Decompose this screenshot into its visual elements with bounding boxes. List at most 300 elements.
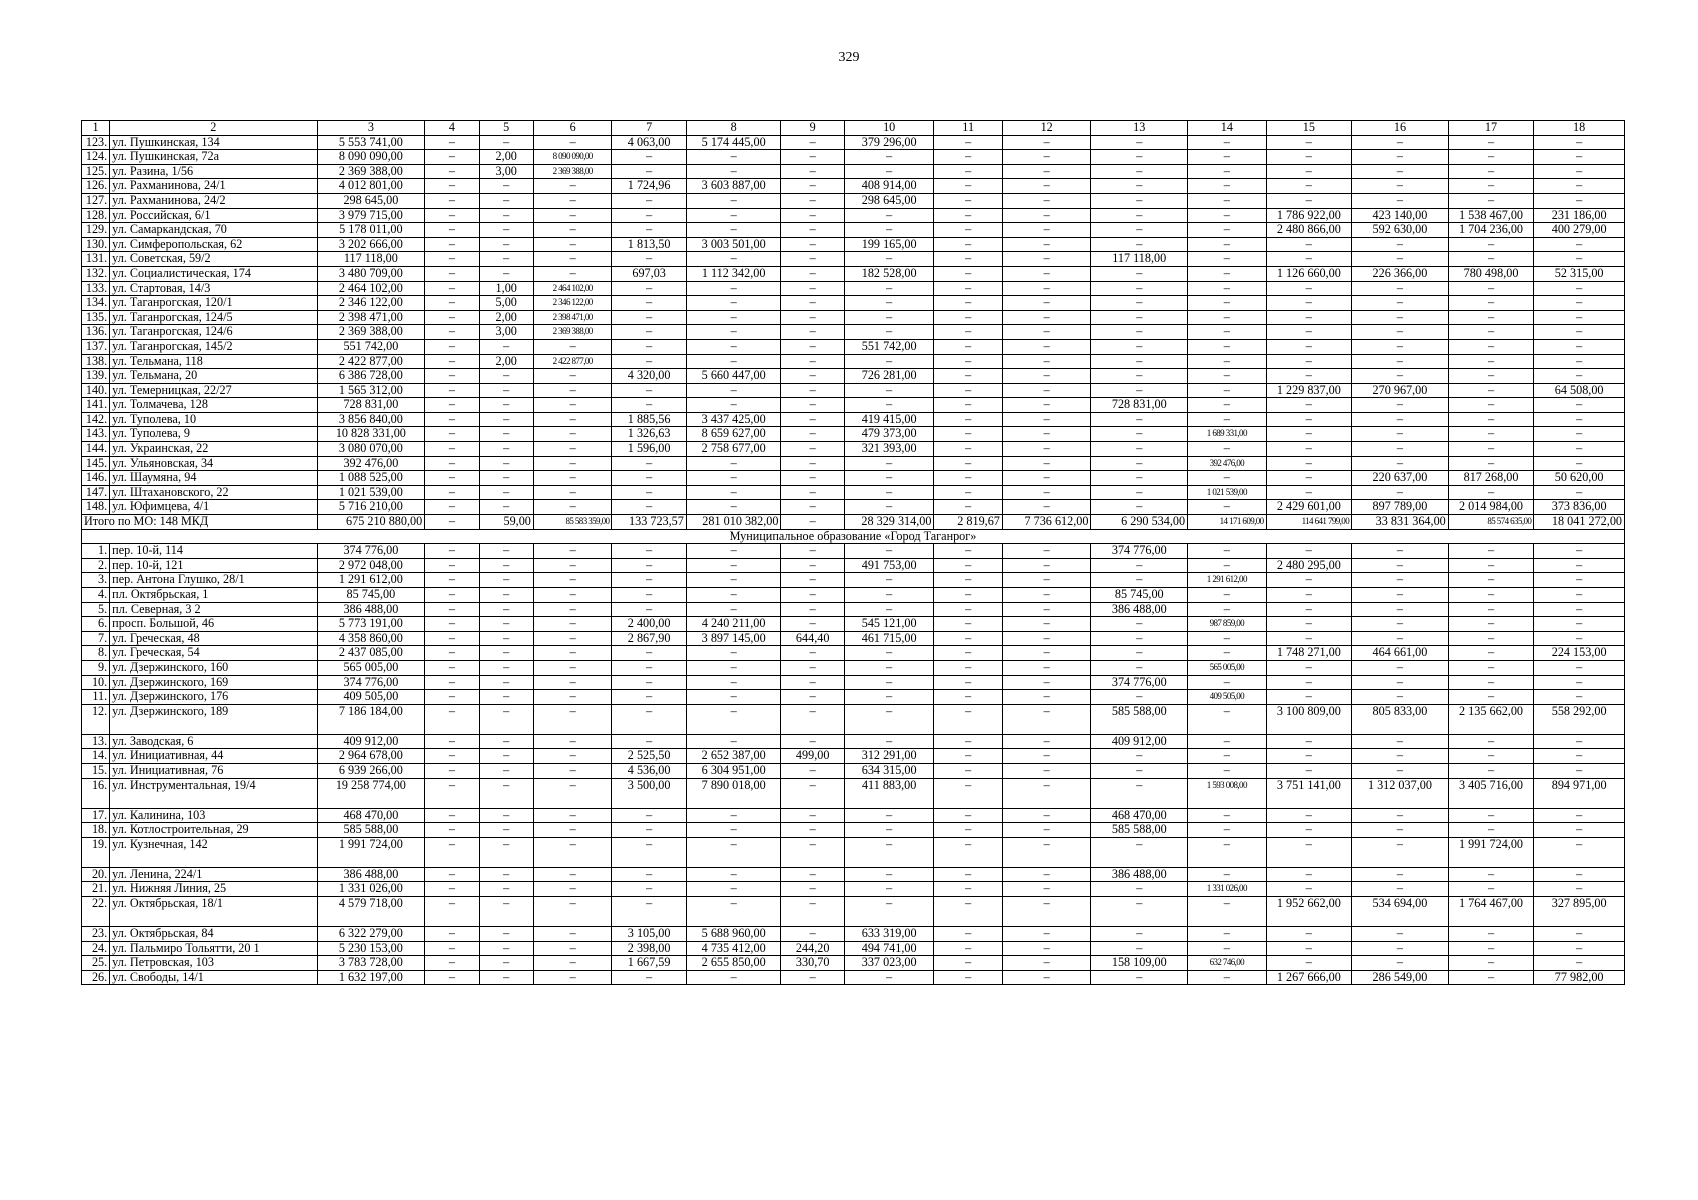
value-cell: 551 742,00 — [844, 339, 934, 354]
value-cell: 224 153,00 — [1534, 646, 1625, 661]
value-cell: – — [1352, 164, 1449, 179]
value-cell: – — [479, 456, 533, 471]
value-cell: – — [844, 823, 934, 838]
value-cell: – — [612, 660, 686, 675]
value-cell: – — [1188, 354, 1267, 369]
value-cell: – — [781, 573, 844, 588]
value-cell: – — [1188, 412, 1267, 427]
value-cell: – — [844, 500, 934, 515]
value-cell: – — [479, 471, 533, 486]
value-cell: – — [686, 398, 781, 413]
value-cell: – — [1002, 179, 1091, 194]
value-cell: – — [1448, 193, 1534, 208]
value-cell: – — [1534, 631, 1625, 646]
value-cell: – — [934, 734, 1002, 749]
value-cell: 499,00 — [781, 749, 844, 764]
value-cell: – — [1448, 602, 1534, 617]
value-cell: – — [1002, 208, 1091, 223]
value-cell: – — [612, 193, 686, 208]
row-number: 13. — [82, 734, 110, 749]
header-cell: 5 — [479, 121, 533, 136]
value-cell: – — [612, 602, 686, 617]
value-cell: – — [1091, 164, 1188, 179]
row-number: 19. — [82, 837, 110, 867]
value-cell: – — [1448, 690, 1534, 705]
total-cell: 675 210 880,00 — [317, 515, 425, 530]
value-cell: 1 291 612,00 — [317, 573, 425, 588]
value-cell: – — [844, 867, 934, 882]
value-cell: 2 369 388,00 — [533, 164, 612, 179]
value-cell: – — [1352, 427, 1449, 442]
value-cell: – — [425, 763, 479, 778]
value-cell: – — [1534, 310, 1625, 325]
value-cell: – — [934, 573, 1002, 588]
value-cell: – — [781, 252, 844, 267]
value-cell: – — [612, 558, 686, 573]
value-cell: – — [479, 941, 533, 956]
value-cell: – — [781, 617, 844, 632]
value-cell: – — [425, 266, 479, 281]
value-cell: – — [844, 471, 934, 486]
value-cell: 158 109,00 — [1091, 956, 1188, 971]
header-cell: 4 — [425, 121, 479, 136]
value-cell: 3 100 809,00 — [1266, 704, 1352, 734]
value-cell: – — [1266, 956, 1352, 971]
value-cell: – — [479, 208, 533, 223]
value-cell: 2 525,50 — [612, 749, 686, 764]
value-cell: – — [1188, 896, 1267, 926]
value-cell: – — [1534, 882, 1625, 897]
value-cell: – — [686, 882, 781, 897]
value-cell: – — [533, 778, 612, 808]
value-cell: – — [425, 223, 479, 238]
value-cell: – — [1002, 926, 1091, 941]
value-cell: – — [1091, 193, 1188, 208]
row-number: 123. — [82, 135, 110, 150]
row-number: 16. — [82, 778, 110, 808]
value-cell: – — [844, 970, 934, 985]
value-cell: – — [1352, 544, 1449, 559]
value-cell: – — [1534, 281, 1625, 296]
value-cell: 419 415,00 — [844, 412, 934, 427]
value-cell: – — [479, 544, 533, 559]
value-cell: 565 005,00 — [317, 660, 425, 675]
value-cell: – — [1352, 749, 1449, 764]
value-cell: – — [1266, 325, 1352, 340]
value-cell: – — [1091, 208, 1188, 223]
value-cell: – — [425, 617, 479, 632]
value-cell: 3 500,00 — [612, 778, 686, 808]
value-cell: – — [533, 179, 612, 194]
value-cell: – — [1448, 808, 1534, 823]
value-cell: 19 258 774,00 — [317, 778, 425, 808]
value-cell: – — [533, 500, 612, 515]
value-cell: – — [1188, 150, 1267, 165]
row-number: 18. — [82, 823, 110, 838]
value-cell: – — [781, 354, 844, 369]
value-cell: 2 369 388,00 — [317, 164, 425, 179]
value-cell: – — [1266, 135, 1352, 150]
register-table — [81, 120, 1625, 985]
table-row — [82, 485, 1625, 500]
value-cell: 5 553 741,00 — [317, 135, 425, 150]
address-cell: ул. Рахманинова, 24/1 — [110, 179, 317, 194]
value-cell: – — [479, 690, 533, 705]
header-cell: 8 — [686, 121, 781, 136]
value-cell: – — [934, 617, 1002, 632]
value-cell: – — [844, 704, 934, 734]
value-cell: – — [781, 164, 844, 179]
value-cell: – — [1002, 602, 1091, 617]
value-cell: – — [934, 208, 1002, 223]
value-cell: – — [781, 867, 844, 882]
value-cell: – — [1352, 339, 1449, 354]
value-cell: – — [1188, 296, 1267, 311]
table-row — [82, 690, 1625, 705]
value-cell: 2 652 387,00 — [686, 749, 781, 764]
value-cell: – — [934, 660, 1002, 675]
value-cell: – — [781, 544, 844, 559]
value-cell: – — [533, 617, 612, 632]
value-cell: – — [1188, 208, 1267, 223]
value-cell: – — [686, 734, 781, 749]
value-cell: – — [1002, 296, 1091, 311]
page-number: 329 — [838, 50, 860, 65]
value-cell: – — [934, 778, 1002, 808]
value-cell: – — [533, 252, 612, 267]
value-cell: – — [479, 778, 533, 808]
value-cell: – — [425, 704, 479, 734]
value-cell: – — [1188, 588, 1267, 603]
value-cell: – — [686, 823, 781, 838]
value-cell: – — [1534, 427, 1625, 442]
value-cell: – — [1002, 354, 1091, 369]
value-cell: 386 488,00 — [317, 867, 425, 882]
value-cell: – — [934, 471, 1002, 486]
value-cell: – — [1188, 339, 1267, 354]
row-number: 17. — [82, 808, 110, 823]
value-cell: – — [781, 369, 844, 384]
table-row — [82, 588, 1625, 603]
value-cell: – — [934, 135, 1002, 150]
value-cell: – — [1091, 646, 1188, 661]
value-cell: – — [1266, 296, 1352, 311]
value-cell: – — [425, 427, 479, 442]
address-cell: ул. Таганрогская, 145/2 — [110, 339, 317, 354]
value-cell: 1 952 662,00 — [1266, 896, 1352, 926]
address-cell: ул. Дзержинского, 160 — [110, 660, 317, 675]
row-number: 12. — [82, 704, 110, 734]
value-cell: – — [844, 690, 934, 705]
value-cell: – — [533, 442, 612, 457]
value-cell: 545 121,00 — [844, 617, 934, 632]
value-cell: – — [479, 588, 533, 603]
table-row — [82, 704, 1625, 734]
value-cell: 423 140,00 — [1352, 208, 1449, 223]
row-number: 136. — [82, 325, 110, 340]
value-cell: 2,00 — [479, 150, 533, 165]
value-cell: – — [1534, 660, 1625, 675]
value-cell: – — [1091, 179, 1188, 194]
value-cell: – — [1266, 749, 1352, 764]
value-cell: 5 660 447,00 — [686, 369, 781, 384]
value-cell: – — [844, 223, 934, 238]
value-cell: – — [934, 675, 1002, 690]
value-cell: – — [1448, 763, 1534, 778]
value-cell: – — [1188, 837, 1267, 867]
value-cell: – — [1448, 325, 1534, 340]
row-number: 21. — [82, 882, 110, 897]
value-cell: – — [1188, 135, 1267, 150]
value-cell: – — [781, 442, 844, 457]
table-body — [82, 135, 1625, 985]
value-cell: – — [425, 471, 479, 486]
value-cell: – — [1448, 442, 1534, 457]
value-cell: – — [425, 296, 479, 311]
value-cell: – — [1002, 325, 1091, 340]
value-cell: 3 751 141,00 — [1266, 778, 1352, 808]
value-cell: – — [1188, 442, 1267, 457]
value-cell: – — [934, 150, 1002, 165]
value-cell: 5 688 960,00 — [686, 926, 781, 941]
value-cell: – — [934, 941, 1002, 956]
table-row — [82, 823, 1625, 838]
value-cell: – — [781, 823, 844, 838]
row-number: 144. — [82, 442, 110, 457]
value-cell: – — [934, 296, 1002, 311]
value-cell: – — [533, 266, 612, 281]
value-cell: – — [1534, 237, 1625, 252]
value-cell: – — [1091, 970, 1188, 985]
value-cell: – — [1534, 941, 1625, 956]
value-cell: 330,70 — [781, 956, 844, 971]
value-cell: – — [686, 660, 781, 675]
value-cell: – — [533, 237, 612, 252]
value-cell: – — [1188, 544, 1267, 559]
value-cell: 117 118,00 — [1091, 252, 1188, 267]
value-cell: – — [533, 369, 612, 384]
value-cell: – — [533, 749, 612, 764]
value-cell: 3 480 709,00 — [317, 266, 425, 281]
value-cell: 220 637,00 — [1352, 471, 1449, 486]
value-cell: – — [1091, 471, 1188, 486]
total-cell: 33 831 364,00 — [1352, 515, 1449, 530]
value-cell: – — [1002, 690, 1091, 705]
value-cell: – — [425, 208, 479, 223]
value-cell: – — [1002, 749, 1091, 764]
table-row — [82, 837, 1625, 867]
value-cell: – — [1266, 602, 1352, 617]
value-cell: 5 230 153,00 — [317, 941, 425, 956]
value-cell: 409 505,00 — [1188, 690, 1267, 705]
value-cell: 270 967,00 — [1352, 383, 1449, 398]
value-cell: – — [612, 208, 686, 223]
row-number: 147. — [82, 485, 110, 500]
value-cell: – — [425, 602, 479, 617]
value-cell: 4 579 718,00 — [317, 896, 425, 926]
value-cell: – — [781, 208, 844, 223]
value-cell: – — [1091, 749, 1188, 764]
table-row — [82, 310, 1625, 325]
value-cell: – — [1266, 941, 1352, 956]
value-cell: 2 422 877,00 — [317, 354, 425, 369]
value-cell: 411 883,00 — [844, 778, 934, 808]
value-cell: – — [479, 383, 533, 398]
value-cell: 182 528,00 — [844, 266, 934, 281]
value-cell: – — [1448, 970, 1534, 985]
value-cell: 7 186 184,00 — [317, 704, 425, 734]
row-number: 132. — [82, 266, 110, 281]
value-cell: – — [533, 602, 612, 617]
total-cell: – — [781, 515, 844, 530]
value-cell: – — [479, 734, 533, 749]
value-cell: – — [1091, 778, 1188, 808]
value-cell: – — [1266, 544, 1352, 559]
value-cell: 2 464 102,00 — [317, 281, 425, 296]
table-row — [82, 456, 1625, 471]
value-cell: – — [934, 956, 1002, 971]
value-cell: – — [781, 179, 844, 194]
value-cell: – — [1266, 588, 1352, 603]
value-cell: – — [1448, 427, 1534, 442]
table-row — [82, 208, 1625, 223]
value-cell: – — [1534, 150, 1625, 165]
value-cell: – — [1352, 442, 1449, 457]
table-row — [82, 252, 1625, 267]
value-cell: – — [1534, 573, 1625, 588]
value-cell: – — [1352, 179, 1449, 194]
row-number: 137. — [82, 339, 110, 354]
value-cell: – — [1266, 252, 1352, 267]
value-cell: – — [934, 223, 1002, 238]
value-cell: – — [1352, 882, 1449, 897]
value-cell: – — [479, 896, 533, 926]
value-cell: 327 895,00 — [1534, 896, 1625, 926]
value-cell: – — [479, 252, 533, 267]
address-cell: ул. Пушкинская, 72а — [110, 150, 317, 165]
table-row — [82, 867, 1625, 882]
row-number: 131. — [82, 252, 110, 267]
value-cell: – — [533, 339, 612, 354]
value-cell: – — [1352, 398, 1449, 413]
value-cell: – — [1534, 456, 1625, 471]
value-cell: – — [479, 602, 533, 617]
value-cell: – — [425, 558, 479, 573]
value-cell: – — [1534, 325, 1625, 340]
value-cell: – — [533, 704, 612, 734]
value-cell: – — [479, 266, 533, 281]
value-cell: 726 281,00 — [844, 369, 934, 384]
value-cell: – — [686, 193, 781, 208]
value-cell: – — [1002, 660, 1091, 675]
value-cell: – — [612, 704, 686, 734]
row-number: 4. — [82, 588, 110, 603]
value-cell: – — [781, 398, 844, 413]
address-cell: ул. Социалистическая, 174 — [110, 266, 317, 281]
value-cell: – — [533, 808, 612, 823]
value-cell: 1 112 342,00 — [686, 266, 781, 281]
value-cell: – — [479, 398, 533, 413]
row-number: 6. — [82, 617, 110, 632]
address-cell: пер. Антона Глушко, 28/1 — [110, 573, 317, 588]
row-number: 130. — [82, 237, 110, 252]
value-cell: – — [1534, 749, 1625, 764]
value-cell: – — [781, 660, 844, 675]
value-cell: 3 437 425,00 — [686, 412, 781, 427]
value-cell: – — [1091, 237, 1188, 252]
header-cell: 9 — [781, 121, 844, 136]
value-cell: – — [533, 208, 612, 223]
value-cell: – — [1352, 675, 1449, 690]
value-cell: – — [1352, 237, 1449, 252]
value-cell: – — [533, 970, 612, 985]
value-cell: 409 912,00 — [317, 734, 425, 749]
value-cell: – — [844, 150, 934, 165]
value-cell: – — [1002, 941, 1091, 956]
value-cell: – — [1352, 867, 1449, 882]
value-cell: – — [533, 675, 612, 690]
value-cell: – — [479, 193, 533, 208]
address-cell: ул. Таганрогская, 120/1 — [110, 296, 317, 311]
value-cell: 2 758 677,00 — [686, 442, 781, 457]
value-cell: – — [1091, 941, 1188, 956]
total-cell: 2 819,67 — [934, 515, 1002, 530]
value-cell: – — [934, 179, 1002, 194]
value-cell: – — [612, 310, 686, 325]
value-cell: – — [1091, 296, 1188, 311]
value-cell: 8 659 627,00 — [686, 427, 781, 442]
address-cell: ул. Инициативная, 76 — [110, 763, 317, 778]
value-cell: – — [533, 223, 612, 238]
value-cell: 633 319,00 — [844, 926, 934, 941]
value-cell: – — [781, 808, 844, 823]
value-cell: – — [1002, 383, 1091, 398]
value-cell: – — [934, 558, 1002, 573]
row-number: 9. — [82, 660, 110, 675]
address-cell: ул. Дзержинского, 189 — [110, 704, 317, 734]
value-cell: – — [425, 150, 479, 165]
total-cell: 133 723,57 — [612, 515, 686, 530]
row-number: 124. — [82, 150, 110, 165]
table-row — [82, 617, 1625, 632]
value-cell: 1 748 271,00 — [1266, 646, 1352, 661]
value-cell: 644,40 — [781, 631, 844, 646]
value-cell: 374 776,00 — [1091, 544, 1188, 559]
value-cell: – — [425, 369, 479, 384]
value-cell: – — [1266, 690, 1352, 705]
value-cell: – — [1266, 398, 1352, 413]
value-cell: – — [1266, 442, 1352, 457]
value-cell: – — [1091, 354, 1188, 369]
value-cell: 8 090 090,00 — [317, 150, 425, 165]
value-cell: – — [844, 325, 934, 340]
value-cell: – — [1352, 252, 1449, 267]
total-label: Итого по МО: 148 МКД — [82, 515, 318, 530]
address-cell: ул. Рахманинова, 24/2 — [110, 193, 317, 208]
value-cell: 2 346 122,00 — [317, 296, 425, 311]
value-cell: – — [781, 837, 844, 867]
value-cell: – — [533, 427, 612, 442]
value-cell: – — [1352, 956, 1449, 971]
value-cell: – — [612, 896, 686, 926]
value-cell: – — [479, 135, 533, 150]
value-cell: 1 021 539,00 — [1188, 485, 1267, 500]
value-cell: – — [1448, 544, 1534, 559]
value-cell: 2 655 850,00 — [686, 956, 781, 971]
value-cell: – — [612, 675, 686, 690]
header-cell: 11 — [934, 121, 1002, 136]
value-cell: – — [934, 456, 1002, 471]
